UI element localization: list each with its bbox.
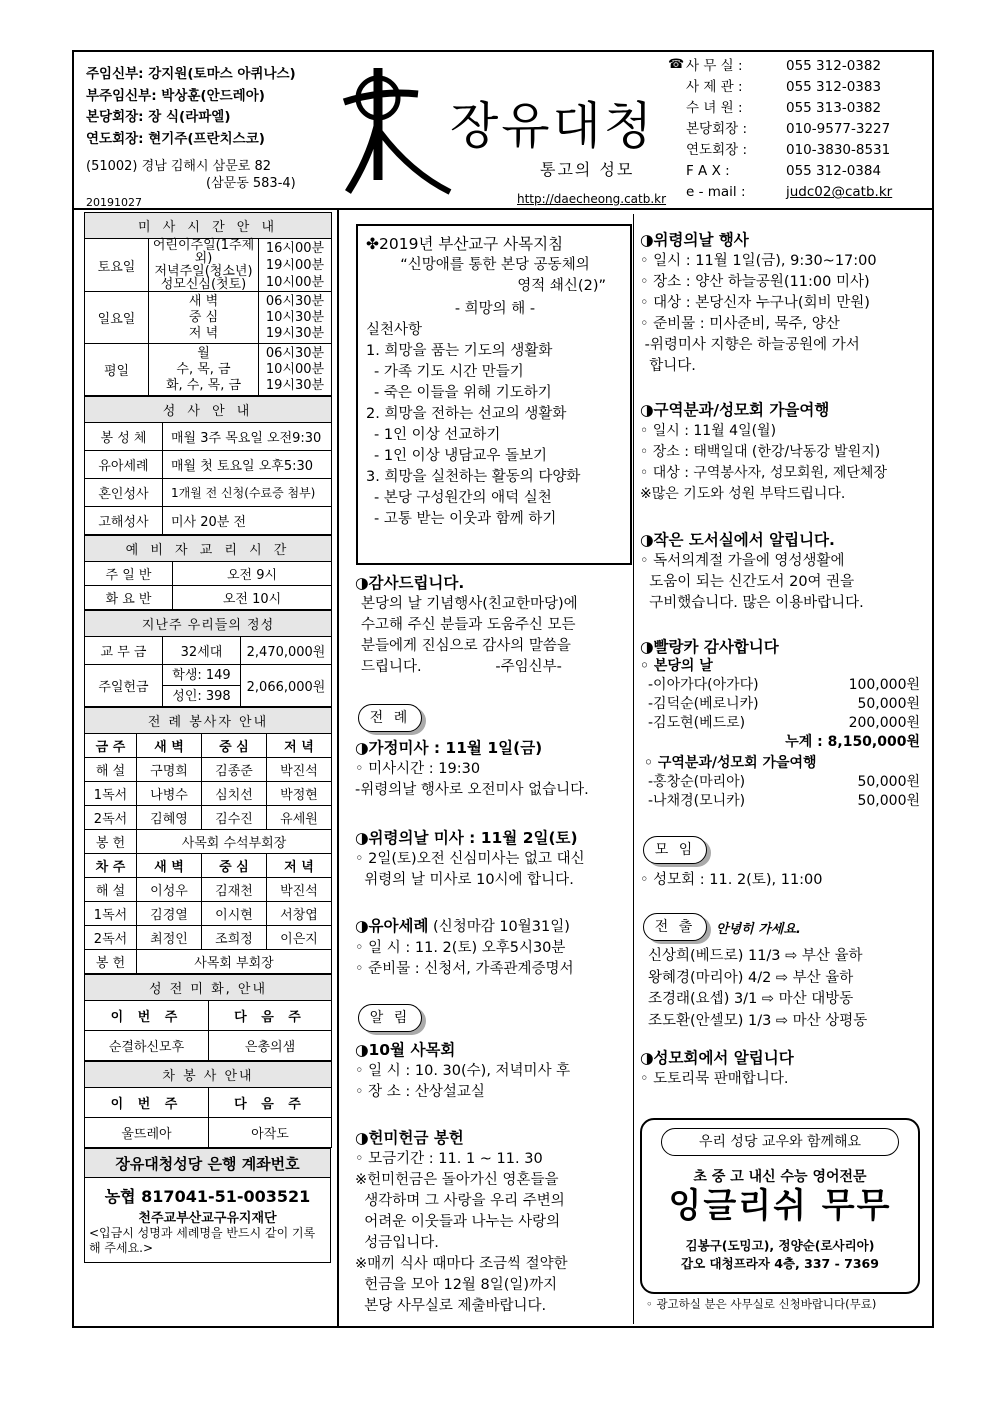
souls-day-line: ◦ 일시 : 11월 1일(금), 9:30~17:00 [640, 253, 877, 269]
souls-mass-section [355, 828, 633, 891]
library-section [640, 530, 930, 614]
offering-title: 지난주 우리들의 정성 [85, 611, 332, 637]
offering-amount: 2,066,000원 [241, 665, 332, 707]
ad-line1: 초 중 고 내신 수능 영어전문 [693, 1169, 867, 1185]
sacrament-name: 유아세례 [85, 451, 163, 479]
liturgy-head: 저 녁 [267, 854, 332, 878]
offering-student: 학생: 149 [163, 665, 241, 686]
sacrament-table [84, 396, 332, 535]
clergy-line: 부주임신부: 박상훈(안드레아) [86, 87, 265, 104]
clergy-line: 주임신부: 강지원(토마스 아퀴나스) [86, 66, 296, 82]
rice-offering-line: ◦ 모금기간 : 11. 1 ~ 11. 30 [355, 1151, 543, 1167]
liturgy-cell: 유세원 [267, 806, 332, 830]
phone-icon: ☎ [668, 57, 685, 72]
mothers-section [640, 1048, 794, 1090]
sacrament-name: 봉 성 체 [85, 423, 163, 451]
liturgy-cell: 사목회 부회장 [137, 950, 332, 974]
issue-date: 20191027 [86, 196, 142, 209]
liturgy-cell: 나병수 [137, 782, 202, 806]
souls-mass-line: ◦ 2일(토)오전 신심미사는 없고 대신 [355, 851, 585, 867]
guide-theme: - 희망의 해 - [454, 301, 536, 317]
catechism-time: 오전 9시 [173, 562, 332, 586]
rice-offering-line: 성금입니다. [355, 1235, 439, 1251]
liturgy-cell: 1독서 [85, 782, 137, 806]
library-line: 도움이 되는 신간도서 20여 권을 [640, 574, 855, 590]
bank-note: <입금시 성명과 세례명을 반드시 같이 기록해 주세요.> [89, 1226, 316, 1255]
left-column [84, 212, 331, 1263]
rice-offering-line: 어려운 이웃들과 나누는 사랑의 [355, 1214, 561, 1230]
mass-schedule-title: 미 사 시 간 안 내 [85, 213, 332, 239]
liturgy-cell: 이시현 [202, 902, 267, 926]
address [86, 158, 296, 192]
flower-table [84, 974, 332, 1061]
rice-offering-line: 생각하며 그 사랑을 우리 주변의 [355, 1193, 565, 1209]
liturgy-cell: 2독서 [85, 926, 137, 950]
catechism-class: 화 요 반 [85, 586, 173, 610]
car-head: 다 음 주 [209, 1088, 332, 1118]
meeting-line: ◦ 성모회 : 11. 2(토), 11:00 [640, 872, 823, 888]
mass-day: 평일 [85, 344, 149, 396]
offering-table [84, 610, 332, 707]
rice-offering-line: 본당 사무실로 제출바랍니다. [355, 1298, 547, 1314]
souls-day-section [640, 230, 930, 377]
ad-banner: 우리 성당 교우와 함께해요 [661, 1128, 899, 1156]
guide-item: - 가족 기도 시간 만들기 [374, 364, 524, 380]
souls-mass-title: ◑위령의날 미사 : 11월 2일(토) [355, 829, 578, 847]
flower-cell: 은총의샘 [209, 1031, 332, 1061]
meeting-pill: 모 임 [643, 836, 707, 864]
liturgy-pill: 전 례 [358, 704, 422, 732]
council-title: ◑10월 사목회 [355, 1041, 456, 1059]
donor-amount: 50,000원 [857, 793, 920, 809]
car-cell: 울뜨레아 [85, 1118, 209, 1148]
guide-subtitle: 영적 쇄신(2)” [517, 278, 606, 294]
bank-title: 장유대청성당 은행 계좌번호 [85, 1149, 331, 1178]
liturgy-head: 새 벽 [137, 854, 202, 878]
contact-label: 본당회장 : [686, 121, 748, 137]
mass-type: 새 벽 중 심 저 녁 [149, 292, 259, 344]
liturgy-cell: 김재천 [202, 878, 267, 902]
baptism-line: ◦ 준비물 : 신청서, 가족관계증명서 [355, 961, 574, 977]
bank-info [85, 1178, 331, 1263]
email-link[interactable]: judc02@catb.kr [786, 184, 893, 200]
liturgy-cell: 이성우 [137, 878, 202, 902]
ad-box [640, 1118, 920, 1294]
guide-item: - 1인 이상 선교하기 [374, 427, 501, 443]
mass-type: 월 수, 목, 금 화, 수, 목, 금 [149, 344, 259, 396]
contact-label: 수 녀 원 : [686, 100, 743, 116]
liturgy-cell: 김종준 [202, 758, 267, 782]
guide-item: - 본당 구성원간의 애덕 실천 [374, 490, 552, 506]
ad-name: 잉글리쉬 무무 [668, 1186, 892, 1226]
transfer-item: 조도환(안셀모) 1/3 ⇨ 마산 상평동 [648, 1012, 868, 1029]
library-line: ◦ 독서의계절 가을에 영성생활에 [640, 553, 845, 569]
guide-item: 1. 희망을 품는 기도의 생활화 [366, 343, 553, 359]
rice-offering-section [355, 1128, 631, 1317]
liturgy-cell: 사목회 수석부회장 [137, 830, 332, 854]
column-divider-right [633, 214, 634, 1324]
donor-amount: 200,000원 [848, 715, 920, 731]
liturgy-cell: 김경열 [137, 902, 202, 926]
trip-line: ◦ 대상 : 구역봉사자, 성모회원, 제단체장 [640, 465, 887, 481]
diocese-emblem-icon: ✤ [366, 235, 379, 253]
souls-day-line: 합니다. [640, 358, 696, 374]
liturgy-cell: 봉 헌 [85, 950, 137, 974]
liturgy-head: 새 벽 [137, 734, 202, 758]
bulletin-subtitle: 통고의 성모 [540, 160, 635, 179]
bank-table [84, 1148, 331, 1263]
flower-cell: 순결하신모후 [85, 1031, 209, 1061]
car-head: 이 번 주 [85, 1088, 209, 1118]
address-line2: (삼문동 583-4) [206, 176, 296, 191]
donation-section [640, 638, 920, 811]
sacrament-info: 매월 첫 토요일 오후5:30 [163, 451, 332, 479]
transfer-item: 신상희(베드로) 11/3 ⇨ 부산 율하 [648, 948, 863, 964]
mass-type: 어린이주일(1주제외) 저녁주일(청소년) 성모신심(첫토) [149, 239, 259, 292]
liturgy-cell: 봉 헌 [85, 830, 137, 854]
contact-label: 사 제 관 : [686, 79, 743, 95]
souls-day-title: ◑위령의날 행사 [640, 231, 749, 249]
guide-item: 3. 희망을 실천하는 활동의 다양화 [366, 469, 581, 485]
guide-title: ✤2019년 부산교구 사목지침 [366, 235, 564, 253]
address-line1: (51002) 경남 김해시 삼문로 82 [86, 159, 272, 174]
sacrament-name: 고해성사 [85, 507, 163, 535]
contact-value: 055 312-0382 [786, 58, 882, 74]
sacrament-name: 혼인성사 [85, 479, 163, 507]
contact-list [686, 56, 936, 203]
library-line: 구비했습니다. 많은 이용바랍니다. [640, 595, 864, 611]
thanks-line: 수고해 주신 분들과 도움주신 모든 [361, 617, 576, 633]
flower-head: 이 번 주 [85, 1001, 209, 1031]
liturgy-head: 중 심 [202, 734, 267, 758]
liturgy-cell: 2독서 [85, 806, 137, 830]
contact-value: 055 312-0383 [786, 79, 882, 95]
bulletin-title: 장유대청 [450, 97, 656, 155]
liturgy-head: 차 주 [85, 854, 137, 878]
donation-subtitle: ◦ 구역분과/성모회 가을여행 [644, 755, 817, 771]
contact-label: 사 무 실 : [686, 58, 743, 74]
offering-households: 32세대 [163, 637, 241, 665]
liturgy-cell: 1독서 [85, 902, 137, 926]
clergy-list [86, 64, 296, 150]
sacrament-info: 1개월 전 신청(수료증 첨부) [163, 479, 332, 507]
ad-footnote: ◦ 광고하실 분은 사무실로 신청바랍니다(무료) [646, 1297, 877, 1311]
thanks-section [355, 573, 631, 678]
ad-line3: 김봉구(도밍고), 정양순(로사리아) [685, 1238, 875, 1253]
contact-label: 연도회장 : [686, 142, 748, 158]
council-section [355, 1040, 631, 1103]
guide-practice: 실천사항 [366, 322, 423, 338]
transfer-item: 왕혜경(마리아) 4/2 ⇨ 부산 율하 [648, 969, 854, 986]
catechism-time: 오전 10시 [173, 586, 332, 610]
trip-line: ◦ 장소 : 태백일대 (한강/낙동강 발원지) [640, 444, 881, 460]
trip-line: ※많은 기도와 성원 부탁드립니다. [640, 486, 846, 502]
offering-adult: 성인: 398 [163, 686, 241, 707]
column-divider-left [337, 208, 339, 1328]
sacrament-info: 매월 3주 목요일 오전9:30 [163, 423, 332, 451]
souls-day-line: ◦ 대상 : 본당신자 누구나(회비 만원) [640, 295, 870, 311]
website-link[interactable]: http://daecheong.catb.kr [517, 192, 667, 206]
liturgy-cell: 조희정 [202, 926, 267, 950]
mass-day: 토요일 [85, 239, 149, 292]
car-service-title: 차 봉 사 안내 [85, 1062, 332, 1088]
guide-item: - 고통 받는 이웃과 함께 하기 [374, 511, 557, 527]
family-mass-line: -위령의날 행사로 오전미사 없습니다. [355, 782, 589, 798]
trip-section [640, 400, 932, 505]
trip-title: ◑구역분과/성모회 가을여행 [640, 401, 830, 419]
mass-schedule-table [84, 212, 332, 396]
bank-holder: 천주교부산교구유지재단 [138, 1211, 277, 1226]
mothers-line: ◦ 도토리묵 판매합니다. [640, 1071, 789, 1087]
clergy-line: 본당회장: 장 식(라파엘) [86, 109, 231, 125]
donor-name: -김덕순(베로니카) [648, 696, 759, 712]
liturgy-table [84, 707, 332, 974]
rice-offering-title: ◑헌미헌금 봉헌 [355, 1129, 464, 1147]
flower-head: 다 음 주 [209, 1001, 332, 1031]
liturgy-cell: 해 설 [85, 878, 137, 902]
donor-amount: 50,000원 [857, 774, 920, 790]
header-divider [72, 208, 934, 210]
contact-value: 010-9577-3227 [786, 121, 891, 137]
liturgy-head: 중 심 [202, 854, 267, 878]
car-service-table [84, 1061, 332, 1148]
liturgy-title: 전 례 봉사자 안내 [85, 708, 332, 734]
family-mass-section [355, 738, 631, 801]
liturgy-cell: 박정현 [267, 782, 332, 806]
donor-name: -나채경(모니카) [648, 793, 746, 809]
liturgy-head: 금 주 [85, 734, 137, 758]
transfer-note: 안녕히 가세요. [716, 922, 801, 937]
guide-item: - 죽은 이들을 위해 기도하기 [374, 385, 552, 401]
mothers-title: ◑성모회에서 알립니다 [640, 1049, 794, 1067]
ad-line4: 갑오 대청프라자 4층, 337 - 7369 [681, 1256, 879, 1271]
clergy-line: 연도회장: 현기주(프란치스코) [86, 130, 265, 147]
sacrament-info: 미사 20분 전 [163, 507, 332, 535]
family-mass-line: ◦ 미사시간 : 19:30 [355, 761, 481, 777]
liturgy-cell: 박진석 [267, 878, 332, 902]
notice-pill: 알 림 [358, 1004, 422, 1032]
liturgy-cell: 해 설 [85, 758, 137, 782]
rice-offering-line: 헌금을 모아 12월 8일(일)까지 [355, 1277, 558, 1293]
liturgy-cell: 박진석 [267, 758, 332, 782]
guide-item: 2. 희망을 전하는 선교의 생활화 [366, 406, 567, 422]
souls-day-line: ◦ 장소 : 양산 하늘공원(11:00 미사) [640, 274, 870, 290]
car-cell: 아작도 [209, 1118, 332, 1148]
library-title: ◑작은 도서실에서 알립니다. [640, 531, 835, 549]
thanks-line: 본당의 날 기념행사(친교한마당)에 [361, 596, 578, 612]
guide-subtitle: “신망애를 통한 본당 공동체의 [400, 257, 590, 273]
thanks-line: 분들에게 진심으로 감사의 말씀을 [361, 638, 571, 654]
sacrament-title: 성 사 안 내 [85, 397, 332, 423]
mass-time: 06시30분 10시00분 19시30분 [259, 344, 332, 396]
catechism-class: 주 일 반 [85, 562, 173, 586]
transfer-item: 조경래(요셉) 3/1 ⇨ 마산 대방동 [648, 991, 854, 1007]
contact-value: 055 313-0382 [786, 100, 882, 116]
liturgy-cell: 최정인 [137, 926, 202, 950]
guide-item: - 1인 이상 냉담교우 돌보기 [374, 448, 547, 464]
donor-name: -이아가다(아가다) [648, 677, 759, 693]
catechism-title: 예 비 자 교 리 시 간 [85, 536, 332, 562]
rice-offering-line: ※헌미헌금은 돌아가신 영혼들을 [355, 1172, 559, 1188]
offering-label: 교 무 금 [85, 637, 163, 665]
donor-name: -김도현(베드로) [648, 715, 746, 731]
souls-day-line: -위령미사 지향은 하늘공원에 가서 [640, 337, 860, 353]
transfer-pill: 전 출 [643, 913, 707, 941]
transfer-list [648, 946, 867, 1032]
donation-total: 누계 : 8,150,000원 [785, 734, 920, 750]
catechism-table [84, 535, 332, 610]
contact-label: F A X : [686, 163, 730, 179]
donor-amount: 100,000원 [848, 677, 920, 693]
family-mass-title: ◑가정미사 : 11월 1일(금) [355, 739, 543, 757]
cross-logo-icon [340, 62, 460, 202]
donation-title: ◑빨랑카 감사합니다 [640, 638, 779, 656]
contact-value: 010-3830-8531 [786, 142, 891, 158]
liturgy-cell: 이은지 [267, 926, 332, 950]
thanks-line: 드립니다. -주임신부- [361, 659, 562, 675]
liturgy-head: 저 녁 [267, 734, 332, 758]
rice-offering-line: ※매끼 식사 때마다 조금씩 절약한 [355, 1256, 568, 1272]
baptism-deadline: (신청마감 10월31일) [428, 919, 570, 935]
souls-day-line: ◦ 준비물 : 미사준비, 묵주, 양산 [640, 316, 840, 332]
offering-label: 주일헌금 [85, 665, 163, 707]
council-line: ◦ 장 소 : 산상설교실 [355, 1084, 485, 1100]
trip-line: ◦ 일시 : 11월 4일(월) [640, 423, 777, 439]
donor-amount: 50,000원 [857, 696, 920, 712]
liturgy-cell: 심치선 [202, 782, 267, 806]
thanks-title: ◑감사드립니다. [355, 574, 465, 592]
mass-day: 일요일 [85, 292, 149, 344]
offering-amount: 2,470,000원 [241, 637, 332, 665]
souls-mass-line: 위령의 날 미사로 10시에 합니다. [355, 872, 574, 888]
contact-value: 055 312-0384 [786, 163, 882, 179]
baptism-title: ◑유아세례 [355, 917, 429, 935]
mass-time: 16시00분 19시00분 10시00분 [259, 239, 332, 292]
pastoral-guide-box [356, 224, 632, 565]
council-line: ◦ 일 시 : 10. 30(수), 저녁미사 후 [355, 1063, 571, 1079]
liturgy-cell: 구명희 [137, 758, 202, 782]
baptism-section [355, 916, 633, 980]
baptism-line: ◦ 일 시 : 11. 2(토) 오후5시30분 [355, 940, 566, 956]
contact-label: e - mail : [686, 184, 746, 200]
bank-account: 농협 817041-51-003521 [104, 1187, 311, 1206]
liturgy-cell: 서창엽 [267, 902, 332, 926]
liturgy-cell: 김혜영 [137, 806, 202, 830]
mass-time: 06시30분 10시30분 19시30분 [259, 292, 332, 344]
donor-name: -홍창순(마리아) [648, 774, 746, 790]
flower-title: 성 전 미 화, 안내 [85, 975, 332, 1001]
liturgy-cell: 김수진 [202, 806, 267, 830]
donation-subtitle: ◦ 본당의 날 [640, 658, 713, 674]
